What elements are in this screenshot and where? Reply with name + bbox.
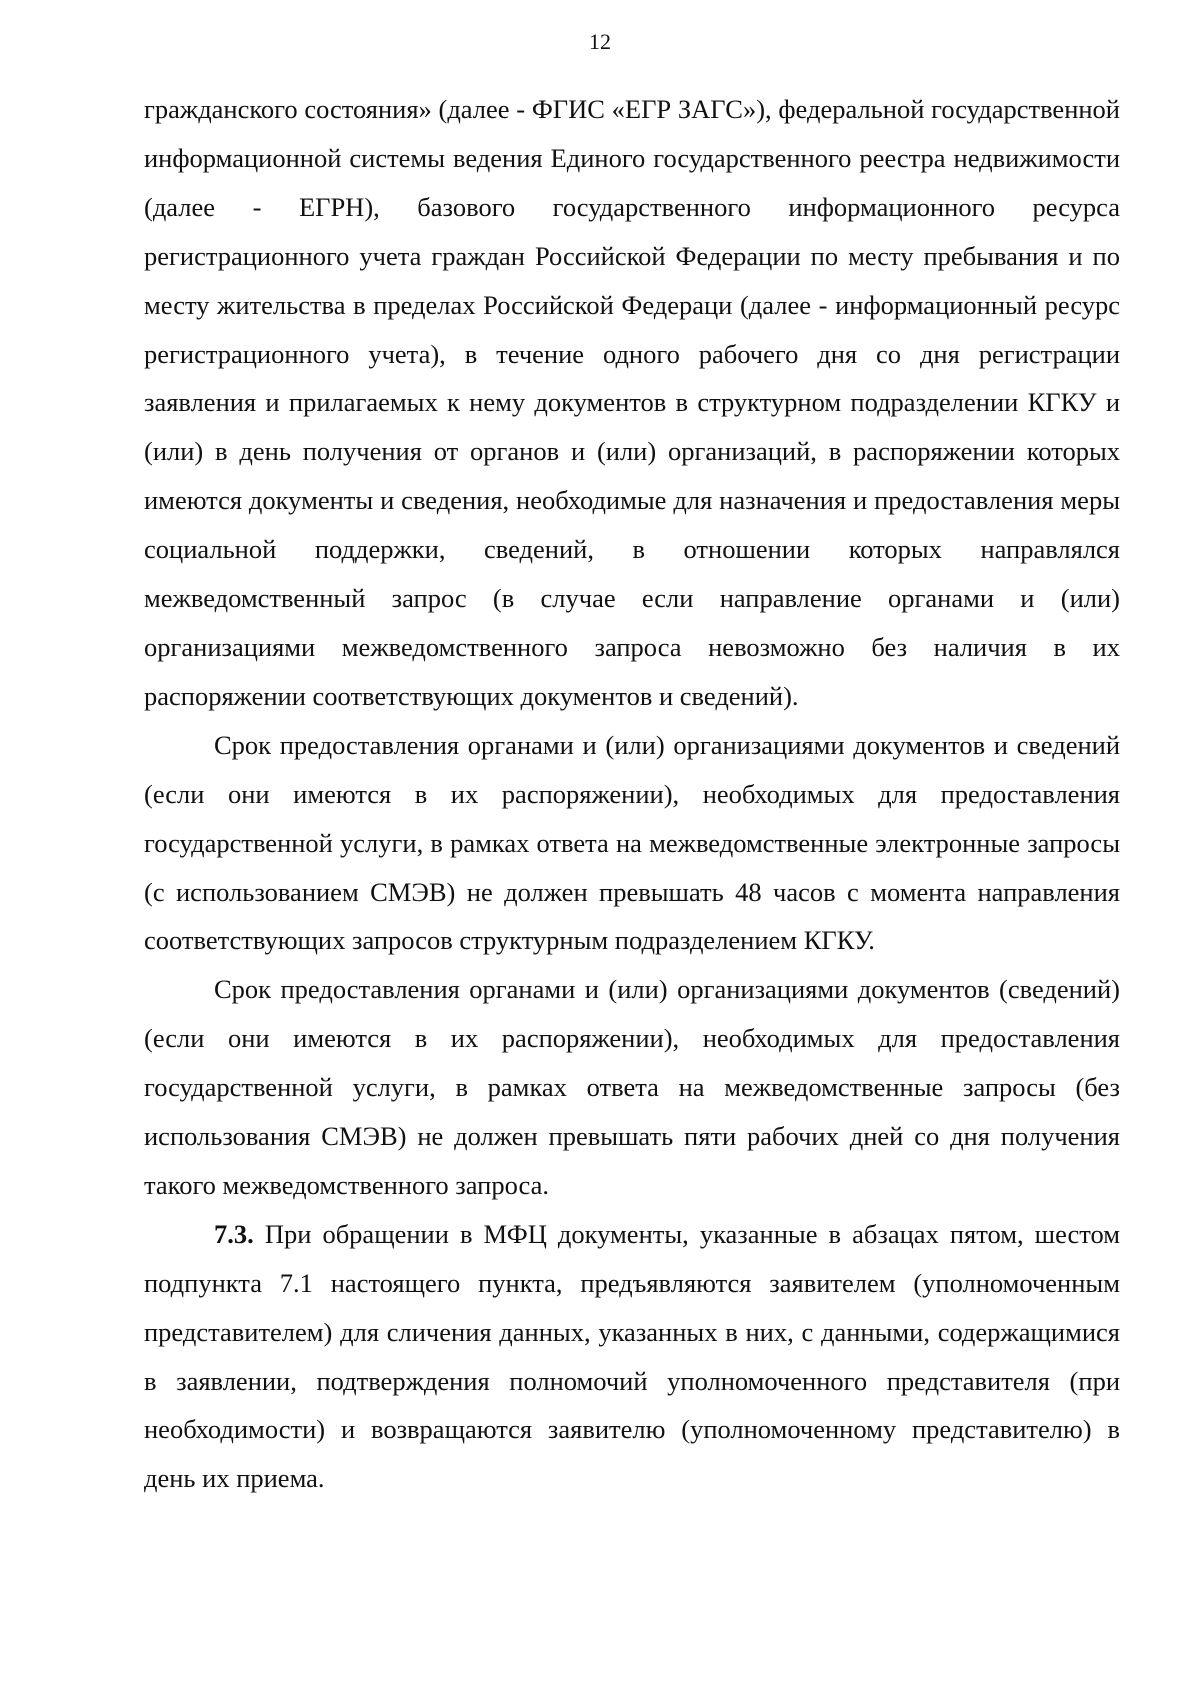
paragraph-continuation: гражданского состояния» (далее - ФГИС «ЕГР ЗАГС»), федеральной государственной информационной системы ведения Единого государственного реестра недвижимости (далее - ЕГРН), базового государственного информационного ресурса регистрационного учета граждан Российской Федерации по месту пребывания и по месту жительства в пределах Российской Федераци (далее - информационный ресурс регистрационного учета), в течение одного рабочего дня со дня регистрации заявления и прилагаемых к нему документов в структурном подразделении КГКУ и (или) в день получения от органов и (или) организаций, в распоряжении которых имеются документы и сведения, необходимые для назначения и предоставления меры социальной поддержки, сведений, в отношении которых направлялся межведомственный запрос (в случае если направление органами и (или) организациями межведомственного запроса невозможно без наличия в их распоряжении соответствующих документов и сведений). <box>144 94 1120 711</box>
paragraph-non-smev-deadline: Срок предоставления органами и (или) организациями документов (сведений) (если они имеются в их распоряжении), необходимых для предоставления государственной услуги, в рамках ответа на межведомственные запросы (без использования СМЭВ) не должен превышать пяти рабочих дней со дня получения такого межведомственного запроса. <box>144 974 1120 1200</box>
document-body <box>144 85 1120 1503</box>
paragraph-7-3-text: При обращении в МФЦ документы, указанные в абзацах пятом, шестом подпункта 7.1 настоящего пункта, предъявляются заявителем (уполномоченным представителем) для сличения данных, указанных в них, с данными, содержащимися в заявлении, подтверждения полномочий уполномоченного представителя (при необходимости) и возвращаются заявителю (уполномоченному представителю) в день их приема. <box>144 1218 1120 1494</box>
section-number: 7.3. <box>214 1218 254 1249</box>
paragraph-smev-deadline: Срок предоставления органами и (или) организациями документов и сведений (если они имеются в их распоряжении), необходимых для предоставления государственной услуги, в рамках ответа на межведомственные электронные запросы (с использованием СМЭВ) не должен превышать 48 часов с момента направления соответствующих запросов структурным подразделением КГКУ. <box>144 729 1120 956</box>
paragraph-7-3 <box>144 1210 1120 1503</box>
page-number: 12 <box>589 29 611 54</box>
